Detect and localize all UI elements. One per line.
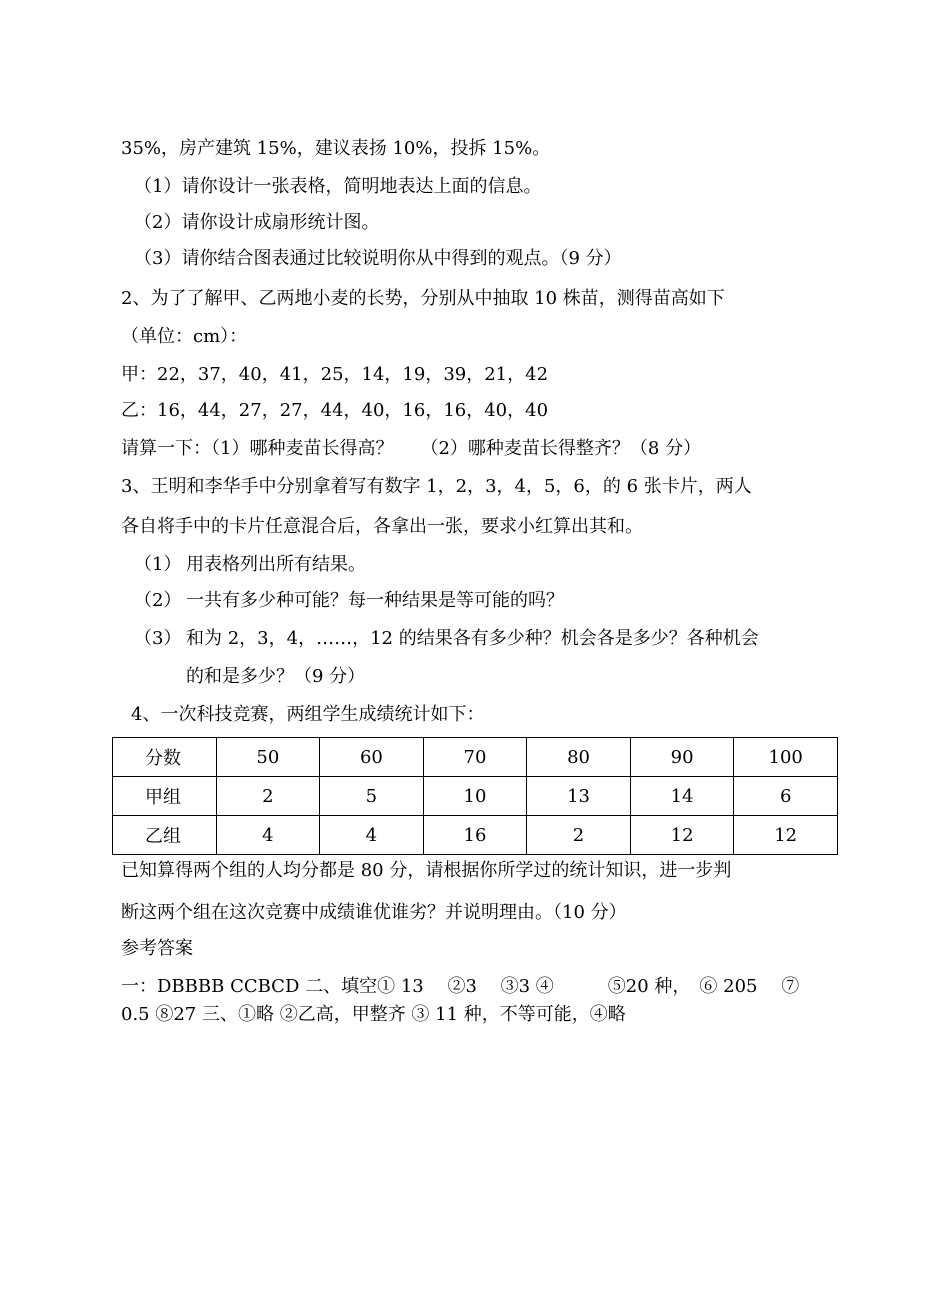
table-cell: 12 [734,816,838,855]
table-cell: 2 [216,777,320,816]
table-cell: 12 [630,816,734,855]
table-cell: 4 [320,816,424,855]
table-cell: 6 [734,777,838,816]
text-line: 请算一下：（1）哪种麦苗长得高？ （2）哪种麦苗长得整齐？（8 分） [121,438,702,459]
item-number: （3） [134,628,182,649]
item-number: （2） [134,590,182,611]
text-line: （1）请你设计一张表格，简明地表达上面的信息。 [134,176,542,197]
answer-heading: 参考答案 [121,938,193,959]
table-cell: 70 [423,738,527,777]
table-cell: 80 [527,738,631,777]
text-line: （单位：cm）： [121,326,248,347]
question-2: 2、为了了解甲、乙两地小麦的长势，分别从中抽取 10 株苗，测得苗高如下 [121,288,725,309]
data-line-jia: 甲：22，37，40，41，25，14，19，39，21，42 [121,364,549,385]
table-cell: 60 [320,738,424,777]
table-cell: 2 [527,816,631,855]
text-line: （2）请你设计成扇形统计图。 [134,212,380,233]
item-number: （1） [134,554,182,575]
item-text: 用表格列出所有结果。 [186,554,366,575]
table-cell: 甲组 [113,777,217,816]
question-4: 4、一次科技竞赛，两组学生成绩统计如下： [131,704,485,725]
text-line: （3）请你结合图表通过比较说明你从中得到的观点。（9 分） [134,248,622,269]
table-cell: 14 [630,777,734,816]
table-row [113,738,838,777]
table-cell: 4 [216,816,320,855]
text-line: 断这两个组在这次竞赛中成绩谁优谁劣？并说明理由。（10 分） [121,902,627,923]
answer-line: 0.5 ⑧27 三、①略 ②乙高，甲整齐 ③ 11 种，不等可能，④略 [121,1004,626,1025]
text-line: 35%，房产建筑 15%，建议表扬 10%，投拆 15%。 [121,138,551,159]
table-cell: 乙组 [113,816,217,855]
table-cell: 16 [423,816,527,855]
question-3: 3、王明和李华手中分别拿着写有数字 1，2，3，4，5，6，的 6 张卡片，两人 [121,476,752,497]
table-row [113,816,838,855]
item-text: 的和是多少？（9 分） [186,666,366,687]
table-cell: 13 [527,777,631,816]
table-row [113,777,838,816]
table-cell: 90 [630,738,734,777]
score-table [112,737,838,855]
data-line-yi: 乙：16，44，27，27，44，40，16，16，40，40 [121,400,549,421]
table-cell: 分数 [113,738,217,777]
table-cell: 100 [734,738,838,777]
answer-line: 一：DBBBB CCBCD 二、填空① 13 ②3 ③3 ④ ⑤20 种， ⑥ 205 ⑦ [121,976,800,997]
text-line: 各自将手中的卡片任意混合后，各拿出一张，要求小红算出其和。 [121,516,643,537]
item-text: 一共有多少种可能？每一种结果是等可能的吗？ [186,590,564,611]
item-text: 和为 2，3，4，……，12 的结果各有多少种？机会各是多少？各种机会 [186,628,759,649]
table-cell: 50 [216,738,320,777]
text-line: 已知算得两个组的人均分都是 80 分，请根据你所学过的统计知识，进一步判 [121,860,732,881]
table-cell: 10 [423,777,527,816]
table-cell: 5 [320,777,424,816]
